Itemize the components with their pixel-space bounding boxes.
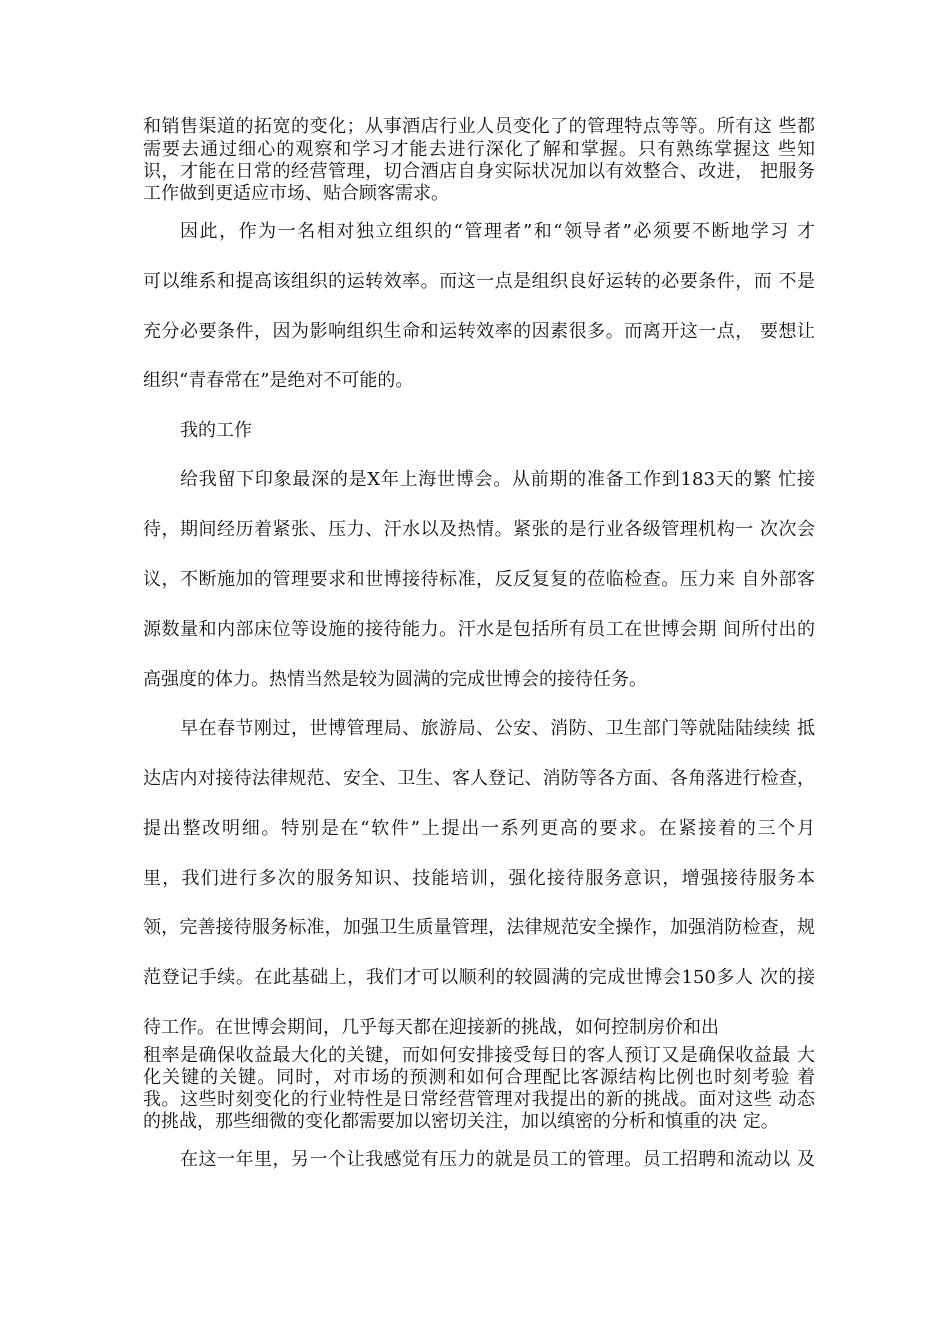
- paragraph-4-line-1: 早在春节刚过，世博管理局、旅游局、公安、消防、卫生部门等就陆陆续续 抵: [180, 718, 815, 739]
- paragraph-4-line-4: 里，我们进行多次的服务知识、技能培训，强化接待服务意识，增强接待服务本: [143, 868, 815, 889]
- paragraph-1-line-1: 和销售渠道的拓宽的变化；从事酒店行业人员变化了的管理特点等等。所有这 些都: [143, 116, 815, 137]
- paragraph-4-line-7: 待工作。在世博会期间，几乎每天都在迎接新的挑战，如何控制房价和出: [143, 1017, 719, 1038]
- paragraph-2-line-1: 因此，作为一名相对独立组织的“管理者”和“领导者”必须要不断地学习 才: [180, 221, 815, 242]
- paragraph-3-line-3: 议，不断施加的管理要求和世博接待标准，反反复复的莅临检查。压力来 自外部客: [143, 569, 815, 590]
- paragraph-1-line-4: 工作做到更适应市场、贴合顾客需求。: [143, 183, 449, 204]
- paragraph-3-line-2: 待，期间经历着紧张、压力、汗水以及热情。紧张的是行业各级管理机构一 次次会: [143, 519, 815, 540]
- paragraph-5-line-1: 租率是确保收益最大化的关键，而如何安排接受每日的客人预订又是确保收益最 大: [143, 1045, 815, 1066]
- paragraph-4-line-2: 达店内对接待法律规范、安全、卫生、客人登记、消防等各方面、各角落进行检查，: [143, 768, 815, 789]
- paragraph-3-line-1: 给我留下印象最深的是X年上海世博会。从前期的准备工作到183天的繁 忙接: [180, 469, 815, 490]
- paragraph-5-line-2: 化关键的关键。同时，对市场的预测和如何合理配比客源结构比例也时刻考验 着: [143, 1067, 815, 1088]
- paragraph-4-line-6: 范登记手续。在此基础上，我们才可以顺利的较圆满的完成世博会150多人 次的接: [143, 967, 815, 988]
- paragraph-2-line-3: 充分必要条件，因为影响组织生命和运转效率的因素很多。而离开这一点， 要想让: [143, 321, 815, 342]
- paragraph-3-line-4: 源数量和内部床位等设施的接待能力。汗水是包括所有员工在世博会期 间所付出的: [143, 619, 815, 640]
- paragraph-5-line-3: 我。这些时刻变化的行业特性是日常经营管理对我提出的新的挑战。面对这些 动态: [143, 1089, 815, 1110]
- paragraph-4-line-3: 提出整改明细。特别是在“软件”上提出一系列更高的要求。在紧接着的三个月: [143, 818, 815, 839]
- paragraph-5-line-4: 的挑战，那些细微的变化都需要加以密切关注，加以缜密的分析和慎重的决 定。: [143, 1111, 779, 1132]
- section-heading: 我的工作: [180, 420, 252, 441]
- paragraph-1-line-3: 识，才能在日常的经营管理，切合酒店自身实际状况加以有效整合、改进， 把服务: [143, 161, 815, 182]
- paragraph-2-line-2: 可以维系和提高该组织的运转效率。而这一点是组织良好运转的必要条件，而 不是: [143, 271, 815, 292]
- paragraph-4-line-5: 领，完善接待服务标准，加强卫生质量管理，法律规范安全操作，加强消防检查，规: [143, 917, 815, 938]
- paragraph-6-line-1: 在这一年里，另一个让我感觉有压力的就是员工的管理。员工招聘和流动以 及: [180, 1149, 815, 1170]
- paragraph-2-line-4: 组织“青春常在”是绝对不可能的。: [143, 370, 414, 391]
- paragraph-3-line-5: 高强度的体力。热情当然是较为圆满的完成世博会的接待任务。: [143, 669, 647, 690]
- paragraph-1-line-2: 需要去通过细心的观察和学习才能去进行深化了解和掌握。只有熟练掌握这 些知: [143, 139, 815, 160]
